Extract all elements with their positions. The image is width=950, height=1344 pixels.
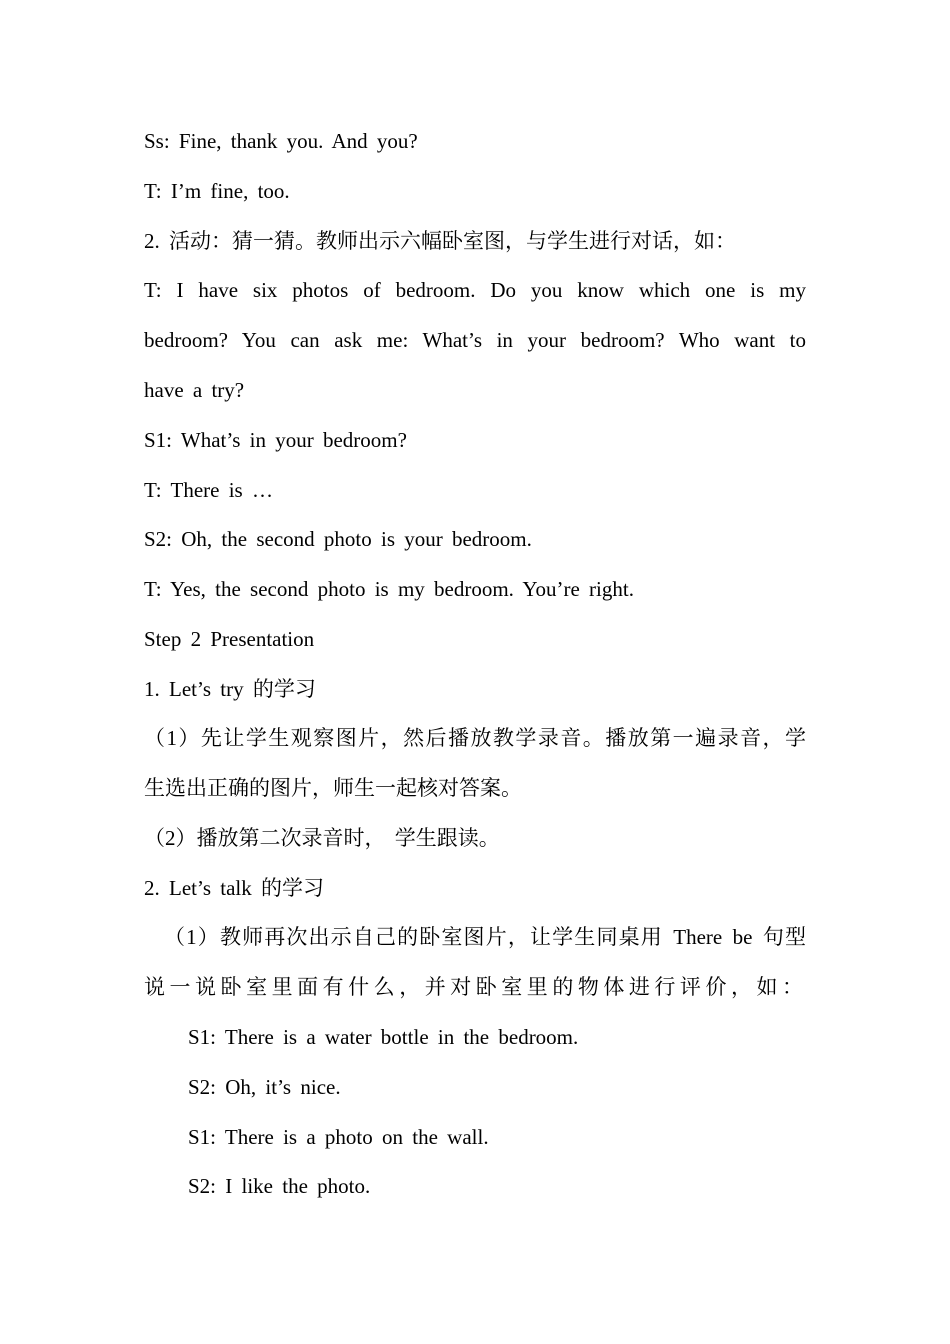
dialogue-line: T: There is …	[144, 478, 273, 502]
dialogue-line: S2: Oh, the second photo is your bedroom.	[144, 527, 532, 551]
activity-heading: 2. 活动：猜一猜。教师出示六幅卧室图，与学生进行对话，如：	[144, 229, 736, 253]
dialogue-line: have a try?	[144, 378, 245, 402]
dialogue-line: T: Yes, the second photo is my bedroom. You’re right.	[144, 577, 634, 601]
section-heading: 2. Let’s talk 的学习	[144, 876, 324, 900]
dialogue-line: T: I’m fine, too.	[144, 179, 290, 203]
section-heading: 1. Let’s try 的学习	[144, 677, 316, 701]
example-dialogue-line: S2: I like the photo.	[188, 1174, 371, 1198]
dialogue-line: T: I have six photos of bedroom. Do you know which one is my	[144, 278, 806, 302]
example-dialogue-line: S1: There is a photo on the wall.	[188, 1125, 489, 1149]
instruction-line: （1）教师再次出示自己的卧室图片，让学生同桌用 There be 句型	[164, 925, 806, 949]
dialogue-line: S1: What’s in your bedroom?	[144, 428, 407, 452]
instruction-line: 说一说卧室里面有什么，并对卧室里的物体进行评价，如：	[144, 975, 806, 999]
instruction-line: （2）播放第二次录音时， 学生跟读。	[144, 826, 500, 850]
dialogue-line: Ss: Fine, thank you. And you?	[144, 129, 418, 153]
example-dialogue-line: S1: There is a water bottle in the bedroom.	[188, 1025, 579, 1049]
instruction-line: 生选出正确的图片，师生一起核对答案。	[144, 776, 522, 800]
step-heading: Step 2 Presentation	[144, 627, 315, 651]
example-dialogue-line: S2: Oh, it’s nice.	[188, 1075, 341, 1099]
instruction-line: （1）先让学生观察图片，然后播放教学录音。播放第一遍录音，学	[144, 726, 806, 750]
dialogue-line: bedroom? You can ask me: What’s in your bedroom? Who want to	[144, 328, 806, 352]
